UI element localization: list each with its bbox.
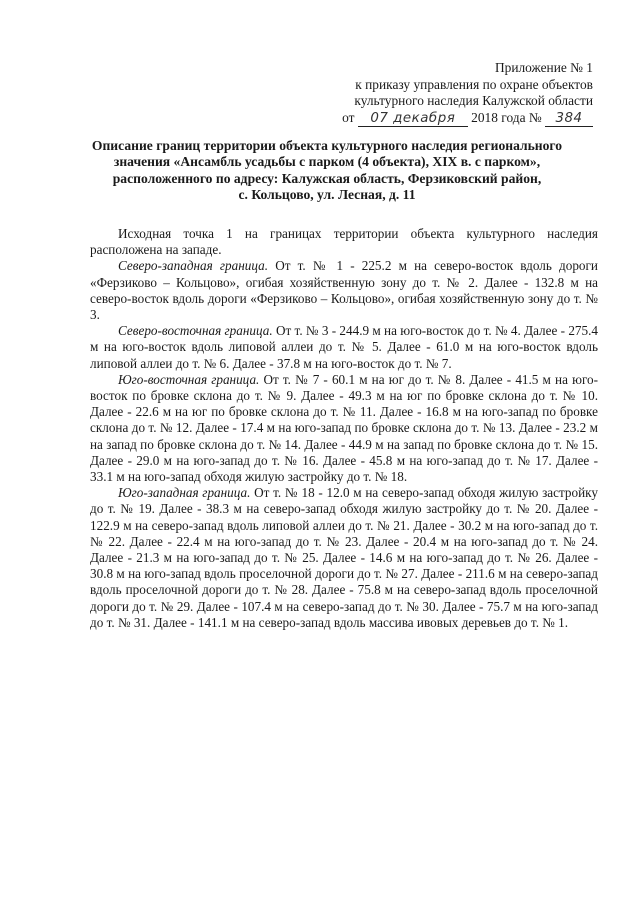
title-line-1: Описание границ территории объекта культурного наследия регионального	[91, 138, 563, 153]
northeast-boundary-paragraph	[90, 323, 598, 372]
document-title	[82, 138, 572, 204]
northwest-boundary-text: От т. № 1 - 225.2 м на северо-восток вдоль дороги «Ферзиково – Кольцово», огибая хозяйственную зону до т. № 2. Далее - 132.8 м на северо-восток вдоль дороги «Ферзиково – Кольцово», огибая хозяйственную зону до т. № 3.	[90, 258, 598, 323]
southwest-boundary-paragraph	[90, 485, 598, 631]
southeast-boundary-heading: Юго-восточная граница.	[118, 371, 260, 387]
date-year-label: 2018 года №	[471, 109, 542, 125]
intro-paragraph: Исходная точка 1 на границах территории объекта культурного наследия расположена на западе.	[90, 226, 598, 258]
southwest-boundary-text: От т. № 18 - 12.0 м на северо-запад обходя жилую застройку до т. № 19. Далее - 38.3 м на северо-запад обходя жилую застройку до т. № 20. Далее - 122.9 м на северо-запад вдоль липовой аллеи до т. № 21. Далее - 30.2 м на юго-запад до т. № 22. Далее - 22.4 м на юго-запад до т. № 23. Далее - 20.4 м на юго-запад до т. № 24. Далее - 21.3 м на юго-запад до т. № 25. Далее - 14.6 м на юго-запад до т. № 26. Далее - 30.8 м на юго-запад вдоль проселочной дороги до т. № 27. Далее - 211.6 м на северо-запад вдоль проселочной дороги до т. № 28. Далее - 75.8 м на северо-запад вдоль проселочной дороги до т. № 29. Далее - 107.4 м на северо-запад до т. № 30. Далее - 75.7 м на юго-запад до т. № 31. Далее - 141.1 м на северо-запад вдоль массива ивовых деревьев до т. № 1.	[90, 485, 598, 630]
southeast-boundary-paragraph	[90, 372, 598, 485]
northwest-boundary-paragraph	[90, 258, 598, 323]
document-body	[90, 226, 598, 631]
southeast-boundary-text: От т. № 7 - 60.1 м на юг до т. № 8. Далее - 41.5 м на юго-восток по бровке склона до т. № 9. Далее - 49.3 м на юг по бровке склона до т. № 10. Далее - 22.6 м на юг по бровке склона до т. № 11. Далее - 16.8 м на юго-запад по бровке склона до т. № 12. Далее - 17.4 м на юго-запад по бровке склона до т. № 13. Далее - 23.2 м на запад по бровке склона до т. № 14. Далее - 44.9 м на запад по бровке склона до т. № 15. Далее - 29.0 м на юго-запад до т. № 16. Далее - 45.8 м на юго-запад до т. № 17. Далее - 33.1 м на юго-запад обходя жилую застройку до т. № 18.	[90, 371, 599, 485]
appendix-date-line	[303, 110, 593, 127]
handwritten-date: 07 декабря	[358, 112, 468, 127]
date-from-label: от	[342, 109, 355, 125]
appendix-title: Приложение № 1	[494, 60, 593, 75]
southwest-boundary-heading: Юго-западная граница.	[118, 485, 251, 501]
northwest-boundary-heading: Северо-западная граница.	[118, 258, 269, 274]
title-line-3: расположенного по адресу: Калужская область, Ферзиковский район,	[112, 170, 542, 186]
title-line-2: значения «Ансамбль усадьбы с парком (4 объекта), XIX в. с парком»,	[113, 154, 541, 170]
appendix-authority-line: культурного наследия Калужской области	[354, 93, 593, 109]
handwritten-order-number: 384	[545, 112, 593, 127]
northeast-boundary-text: От т. № 3 - 244.9 м на юго-восток до т. № 4. Далее - 275.4 м на юго-восток вдоль липовой аллеи до т. № 5. Далее - 61.0 м на юго-восток вдоль липовой аллеи до т. № 6. Далее - 37.8 м на юго-восток до т. № 7.	[90, 323, 598, 371]
northeast-boundary-heading: Северо-восточная граница.	[118, 323, 273, 339]
appendix-header	[303, 60, 593, 127]
appendix-order-line: к приказу управления по охране объектов	[355, 76, 593, 92]
title-line-4: с. Кольцово, ул. Лесная, д. 11	[238, 187, 416, 203]
